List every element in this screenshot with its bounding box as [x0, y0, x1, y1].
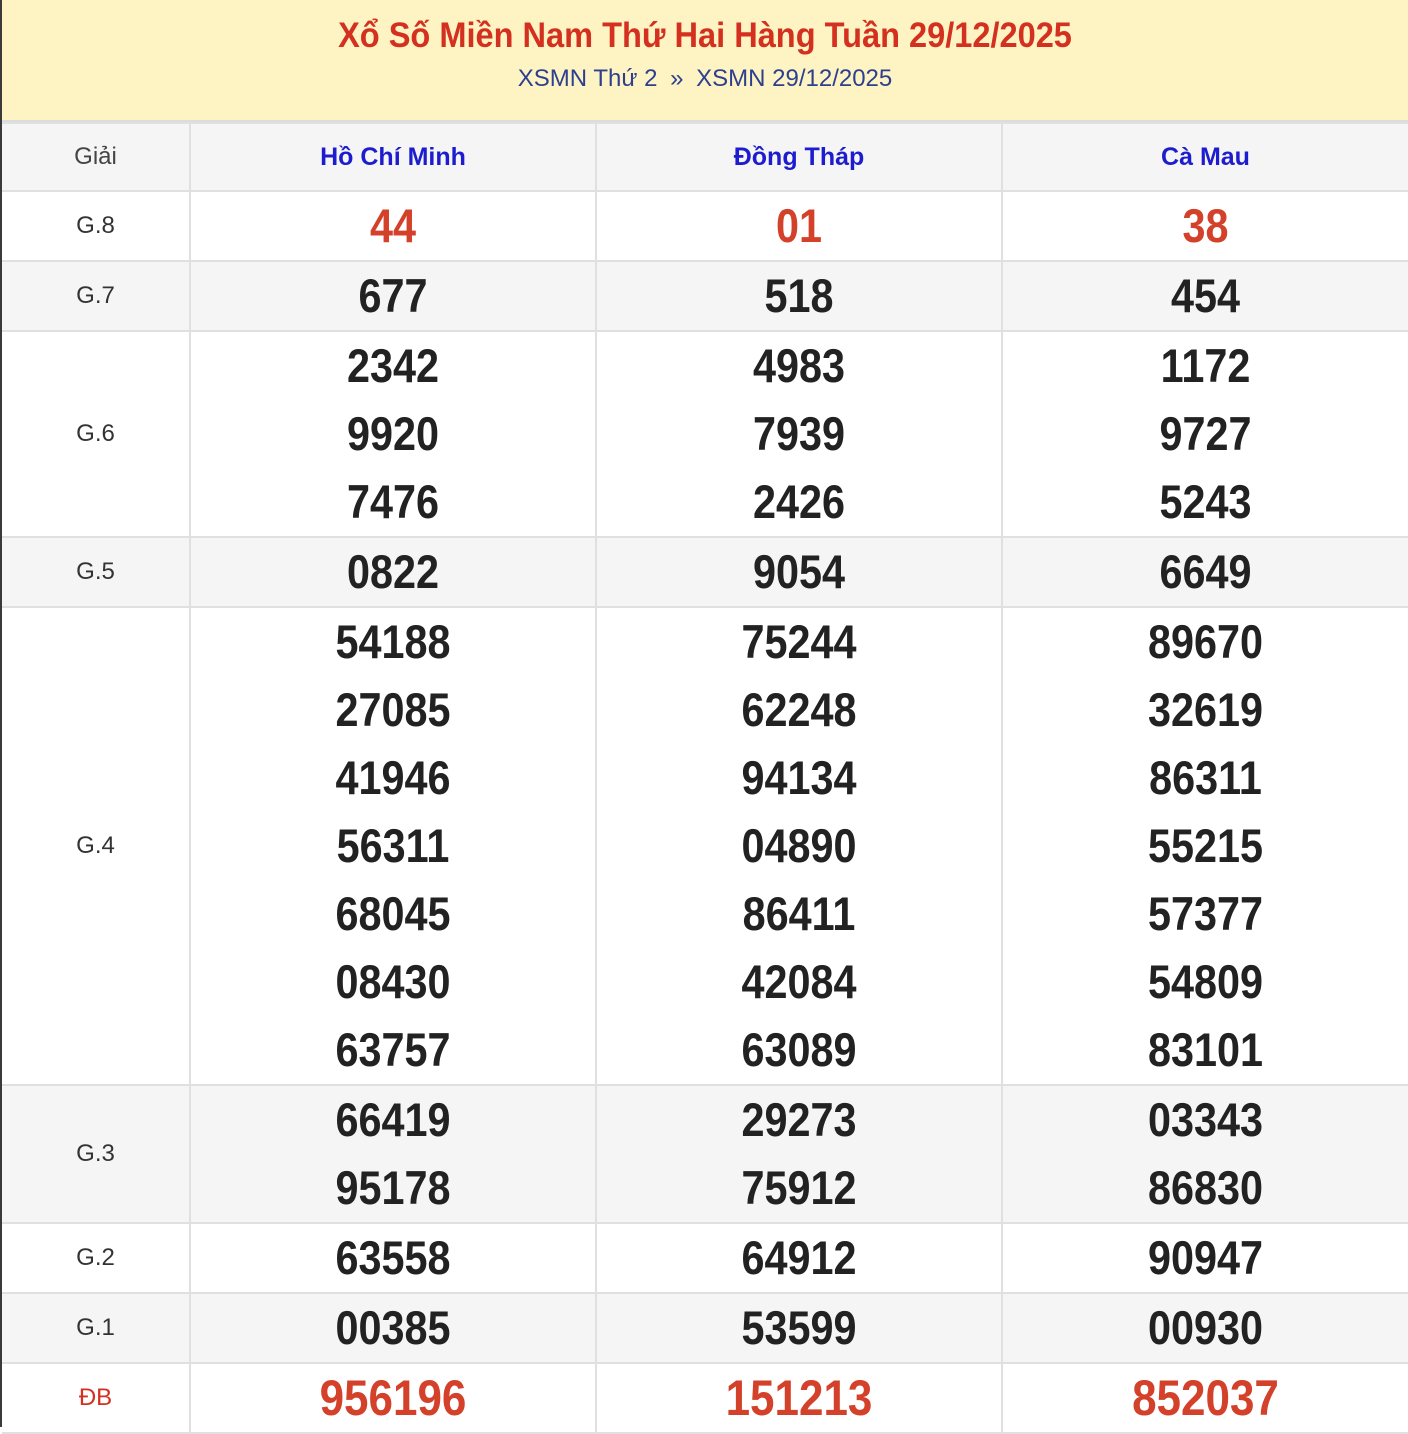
winning-number: 38 — [1182, 199, 1229, 252]
prize-cell — [596, 261, 1002, 331]
column-header-province[interactable]: Hồ Chí Minh — [190, 123, 596, 191]
winning-number: 63757 — [335, 1023, 451, 1076]
prize-cell — [596, 331, 1002, 537]
prize-cell — [190, 607, 596, 1085]
prize-cell — [190, 261, 596, 331]
prize-cell — [1002, 607, 1408, 1085]
prize-label: G.3 — [2, 1085, 190, 1223]
winning-number: 53599 — [741, 1301, 857, 1354]
column-header-province[interactable]: Cà Mau — [1002, 123, 1408, 191]
prize-row — [2, 1085, 1408, 1223]
winning-number: 04890 — [741, 819, 857, 872]
breadcrumb-separator: » — [670, 65, 684, 92]
prize-cell — [1002, 331, 1408, 537]
prize-cell — [596, 607, 1002, 1085]
prize-cell — [596, 1085, 1002, 1223]
prize-label: G.5 — [2, 537, 190, 607]
winning-number: 518 — [764, 269, 834, 322]
winning-number: 00385 — [335, 1301, 451, 1354]
results-table — [2, 122, 1408, 1434]
prize-row — [2, 331, 1408, 537]
winning-number: 64912 — [741, 1231, 857, 1284]
winning-number: 55215 — [1147, 819, 1264, 872]
winning-number: 66419 — [335, 1093, 451, 1146]
prize-row — [2, 1223, 1408, 1293]
winning-number: 6649 — [1159, 545, 1252, 598]
winning-number: 4983 — [752, 339, 846, 392]
winning-number: 95178 — [335, 1161, 451, 1214]
winning-number: 0822 — [346, 545, 440, 598]
column-header-prize: Giải — [2, 123, 190, 191]
winning-number: 03343 — [1147, 1093, 1264, 1146]
prize-cell — [190, 1223, 596, 1293]
prize-cell — [190, 1293, 596, 1363]
winning-number: 90947 — [1147, 1231, 1264, 1284]
results-header — [2, 0, 1408, 122]
winning-number: 75912 — [741, 1161, 857, 1214]
prize-cell — [190, 1363, 596, 1433]
prize-cell — [1002, 1293, 1408, 1363]
winning-number: 2342 — [346, 339, 440, 392]
winning-number: 42084 — [741, 955, 857, 1008]
winning-number: 7476 — [346, 475, 440, 528]
prize-row — [2, 261, 1408, 331]
prize-cell — [1002, 537, 1408, 607]
prize-cell — [596, 1363, 1002, 1433]
winning-number: 08430 — [335, 955, 451, 1008]
prize-cell — [1002, 1085, 1408, 1223]
prize-cell — [596, 537, 1002, 607]
prize-label: G.1 — [2, 1293, 190, 1363]
winning-number: 2426 — [752, 475, 846, 528]
winning-number: 01 — [775, 199, 823, 252]
prize-cell — [1002, 261, 1408, 331]
prize-rows — [2, 191, 1408, 1433]
page-title: Xổ Số Miền Nam Thứ Hai Hàng Tuần 29/12/2025 — [338, 16, 1072, 55]
winning-number: 454 — [1170, 269, 1240, 322]
prize-row — [2, 191, 1408, 261]
winning-number: 5243 — [1159, 475, 1252, 528]
winning-number: 75244 — [741, 615, 857, 668]
prize-cell — [190, 331, 596, 537]
winning-number: 9054 — [752, 545, 846, 598]
prize-label: G.2 — [2, 1223, 190, 1293]
winning-number: 94134 — [741, 751, 857, 804]
winning-number: 56311 — [336, 819, 450, 872]
prize-label: G.8 — [2, 191, 190, 261]
winning-number: 54188 — [335, 615, 451, 668]
prize-row — [2, 1293, 1408, 1363]
winning-number: 57377 — [1147, 887, 1264, 940]
column-header-province[interactable]: Đồng Tháp — [596, 123, 1002, 191]
winning-number: 27085 — [335, 683, 451, 736]
winning-number: 956196 — [319, 1370, 467, 1426]
winning-number: 83101 — [1147, 1023, 1264, 1076]
winning-number: 86311 — [1149, 751, 1262, 804]
winning-number: 63089 — [741, 1023, 857, 1076]
table-header-row — [2, 123, 1408, 191]
winning-number: 1172 — [1160, 339, 1251, 392]
winning-number: 86830 — [1147, 1161, 1264, 1214]
prize-cell — [1002, 191, 1408, 261]
winning-number: 852037 — [1132, 1370, 1279, 1426]
winning-number: 68045 — [335, 887, 451, 940]
winning-number: 151213 — [725, 1370, 873, 1426]
prize-cell — [190, 1085, 596, 1223]
prize-cell — [596, 191, 1002, 261]
prize-row — [2, 537, 1408, 607]
prize-label: ĐB — [2, 1363, 190, 1433]
prize-cell — [190, 537, 596, 607]
breadcrumb — [2, 63, 1408, 95]
winning-number: 41946 — [335, 751, 451, 804]
prize-row — [2, 1363, 1408, 1433]
breadcrumb-link-date[interactable]: XSMN 29/12/2025 — [696, 65, 893, 92]
breadcrumb-link-weekday[interactable]: XSMN Thứ 2 — [517, 65, 658, 92]
prize-cell — [596, 1293, 1002, 1363]
prize-cell — [1002, 1223, 1408, 1293]
winning-number: 9727 — [1159, 407, 1252, 460]
prize-label: G.4 — [2, 607, 190, 1085]
winning-number: 00930 — [1147, 1301, 1264, 1354]
winning-number: 63558 — [335, 1231, 451, 1284]
prize-cell — [1002, 1363, 1408, 1433]
winning-number: 44 — [369, 199, 417, 252]
winning-number: 32619 — [1147, 683, 1264, 736]
prize-cell — [596, 1223, 1002, 1293]
winning-number: 9920 — [346, 407, 440, 460]
winning-number: 62248 — [741, 683, 857, 736]
winning-number: 54809 — [1147, 955, 1264, 1008]
prize-cell — [190, 191, 596, 261]
prize-label: G.6 — [2, 331, 190, 537]
prize-row — [2, 607, 1408, 1085]
winning-number: 86411 — [742, 887, 856, 940]
prize-label: G.7 — [2, 261, 190, 331]
winning-number: 677 — [358, 269, 428, 322]
winning-number: 29273 — [741, 1093, 857, 1146]
winning-number: 89670 — [1147, 615, 1264, 668]
winning-number: 7939 — [752, 407, 846, 460]
